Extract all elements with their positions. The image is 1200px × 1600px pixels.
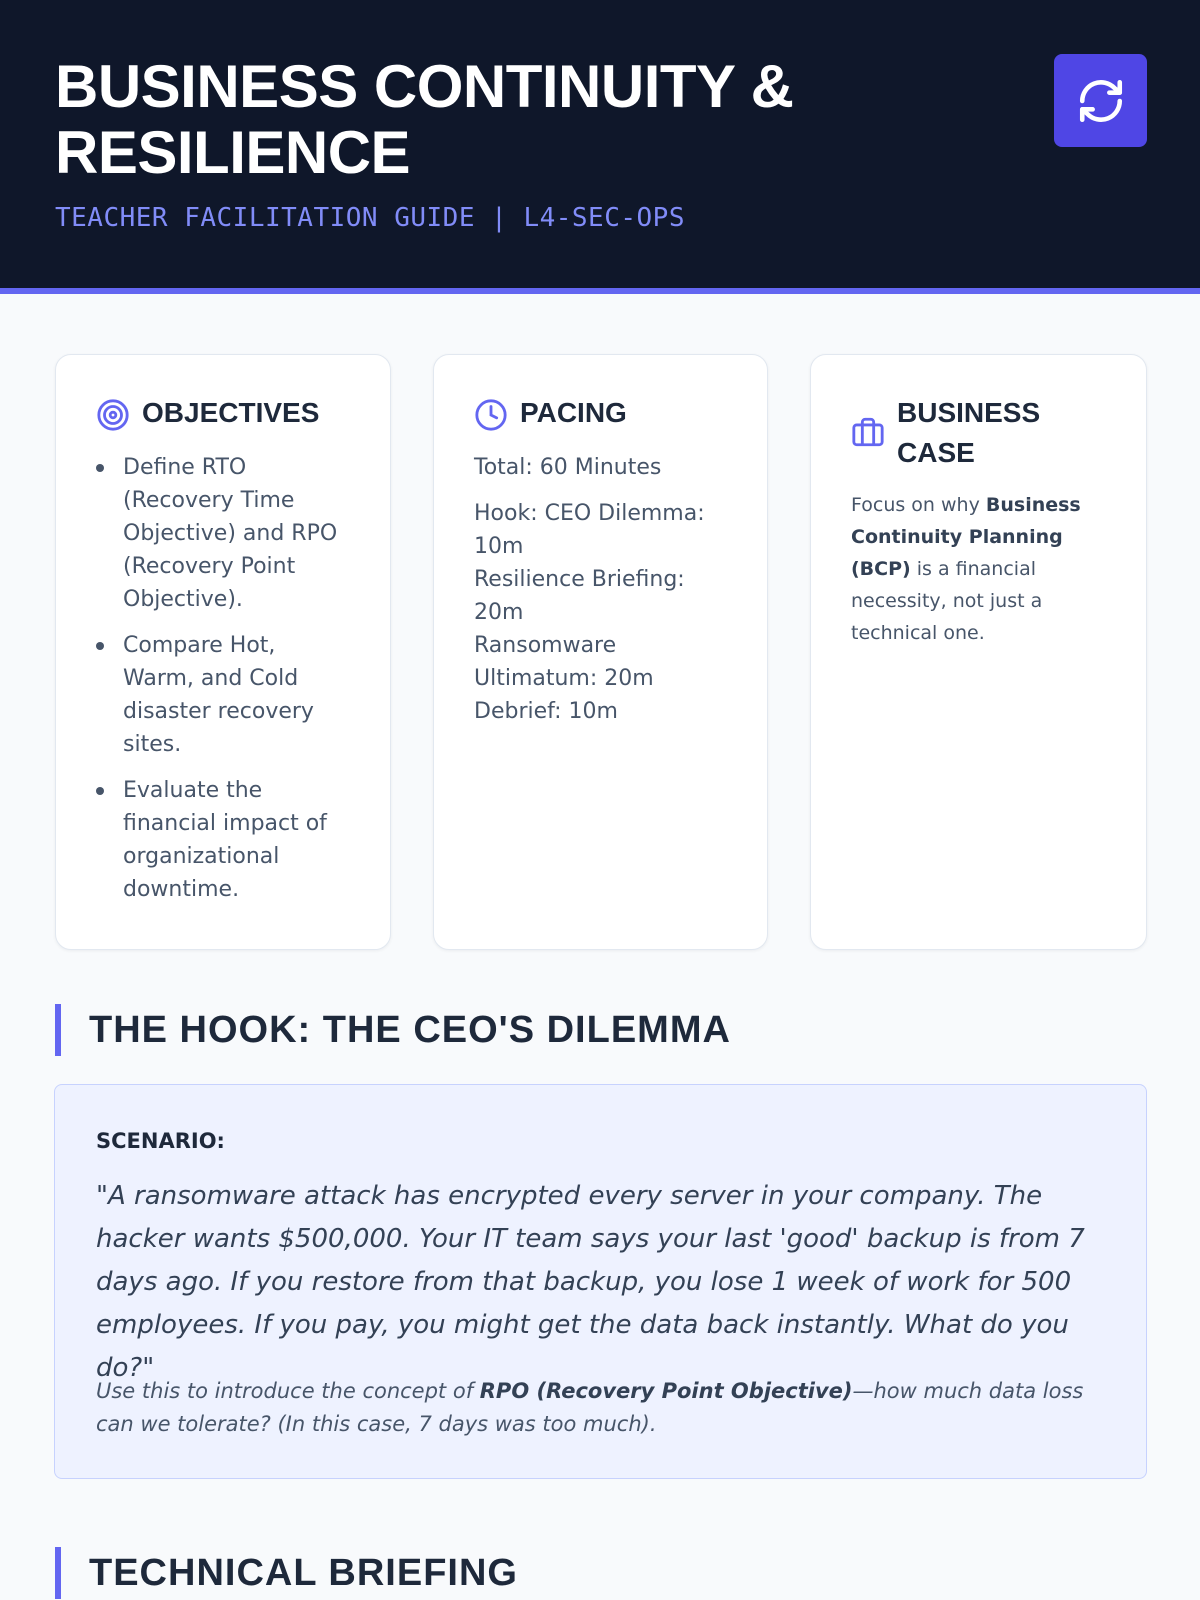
refresh-button[interactable] [1054,54,1147,147]
business-case-card [810,354,1147,950]
objectives-list [96,451,346,919]
pacing-card-header [474,393,737,433]
refresh-icon [1076,76,1126,126]
pacing-item: Hook: CEO Dilemma: 10m [474,501,705,559]
technical-section-title: TECHNICAL BRIEFING [55,1547,1155,1599]
objectives-card [55,354,391,950]
page-title: BUSINESS CONTINUITY & RESILIENCE [55,53,794,186]
pacing-item: Ransomware Ultimatum: 20m [474,633,654,691]
business-case-text-end: is a financial necessity, not just a technical one. [851,558,1043,644]
pacing-title: PACING [520,397,627,428]
list-item: Evaluate the financial impact of organizational downtime. [96,774,346,906]
objectives-card-header [96,393,360,433]
scenario-note-start: Use this to introduce the concept of [96,1379,480,1403]
scenario-label: SCENARIO: [96,1129,225,1153]
list-item: Compare Hot, Warm, and Cold disaster recovery sites. [96,629,346,761]
clock-icon [474,398,508,432]
business-case-title: BUSINESS CASE [897,397,1041,468]
page-header [0,0,1200,294]
scenario-note-end: —how much data loss can we tolerate? (In this case, 7 days was too much). [96,1379,1084,1436]
briefcase-icon [851,415,885,449]
target-icon [96,398,130,432]
scenario-note-emphasis: RPO (Recovery Point Objective) [479,1379,853,1403]
scenario-box [54,1084,1147,1479]
pacing-total: Total: 60 Minutes [474,455,662,480]
business-case-text-emphasis: Business Continuity Planning (BCP) [851,494,1081,580]
pacing-item: Resilience Briefing: 20m [474,567,685,625]
business-case-card-header [851,393,1116,473]
hook-section-title: THE HOOK: THE CEO'S DILEMMA [55,1004,1155,1056]
scenario-note [96,1375,1106,1441]
objectives-title: OBJECTIVES [142,397,320,428]
list-item: Define RTO (Recovery Time Objective) and RPO (Recovery Point Objective). [96,451,346,616]
scenario-quote: "A ransomware attack has encrypted every server in your company. The hacker wants $500,000. Your IT team says your last 'good' backup is from 7 days ago. If you restore from that backup, you lose 1 week of work for 500 employees. If you pay, you might get the data back instantly. What do you do?" [96,1181,1085,1383]
business-case-text-start: Focus on why [851,494,986,516]
pacing-item: Debrief: 10m [474,699,618,724]
pacing-card [433,354,768,950]
page-subtitle: TEACHER FACILITATION GUIDE | L4-SEC-OPS [55,203,685,233]
business-case-text [851,489,1091,649]
pacing-list [474,497,734,728]
